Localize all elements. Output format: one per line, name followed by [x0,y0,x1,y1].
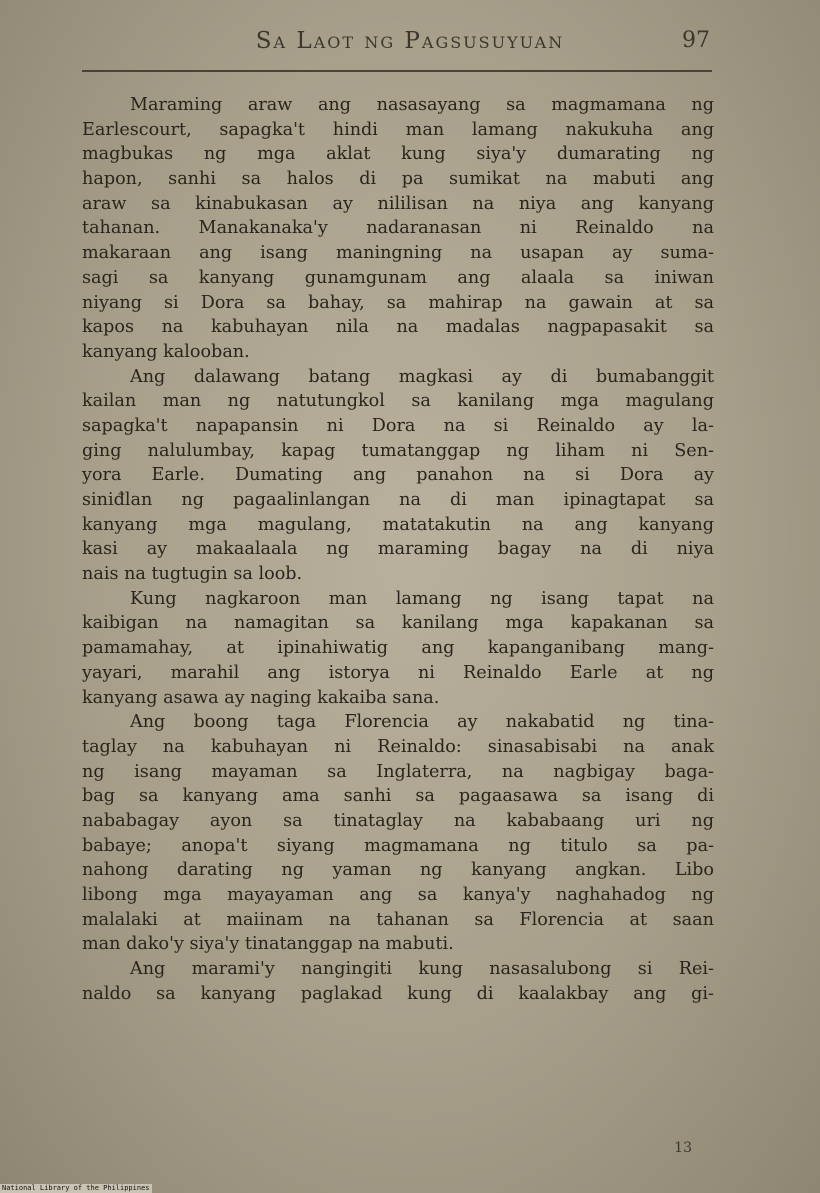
text-line: niyang si Dora sa bahay, sa mahirap na gawain at sa [82,292,714,313]
text-line: babaye; anopa't siyang magmamana ng titulo sa pa- [82,835,714,856]
text-line: kailan man ng natutungkol sa kanilang mga magulang [82,391,714,412]
text-line: libong mga mayayaman ang sa kanya'y naghahadog ng [82,885,714,905]
text-line: Ang dalawang batang magkasi ay di bumabanggit [130,366,714,387]
text-line: man dako'y siya'y tinatanggap na mabuti. [82,934,454,955]
text-line: kasi ay makaalaala ng maraming bagay na di niya [82,539,714,560]
text-line: araw sa kinabukasan ay nililisan na niya ang kanyang [82,193,714,214]
text-line: nababagay ayon sa tinataglay na kababaang uri ng [82,810,714,831]
text-line: Ang marami'y nangingiti kung nasasalubong si Rei- [130,959,714,980]
text-line: siniđlan ng pagaalinlangan na di man ipinagtapat sa [82,490,714,510]
text-line: Kung nagkaroon man lamang ng isang tapat na [130,588,714,609]
text-line: kapos na kabuhayan nila na madalas nagpapasakit sa [82,317,714,338]
text-line: hapon, sanhi sa halos di pa sumikat na mabuti ang [82,169,714,190]
header-rule [82,70,712,72]
text-line: Earlescourt, sapagka't hindi man lamang nakukuha ang [82,119,714,140]
text-line: sagi sa kanyang gunamgunam ang alaala sa iniwan [82,267,714,288]
text-line: kanyang kalooban. [82,341,250,362]
text-line: nahong darating ng yaman ng kanyang angkan. Libo [82,860,714,881]
text-line: nais na tugtugin sa loob. [82,564,303,585]
text-line: pamamahay, at ipinahiwatig ang kapanganibang mang- [82,638,714,659]
text-line: Ang boong taga Florencia ay nakabatid ng tina- [130,712,714,733]
text-line: ging nalulumbay, kapag tumatanggap ng liham ni Sen- [82,440,714,461]
text-line: kanyang asawa ay naging kakaiba sana. [82,687,440,708]
text-line: kanyang mga magulang, matatakutin na ang kanyang [82,514,714,535]
text-line: magbukas ng mga aklat kung siya'y dumarating ng [82,144,714,165]
text-line: sapagka't napapansin ni Dora na si Reinaldo ay la- [82,415,714,436]
text-line: bag sa kanyang ama sanhi sa pagaasawa sa isang di [82,786,714,807]
signature-mark: 13 [674,1140,692,1156]
text-line: tahanan. Manakanaka'y nadaranasan ni Reinaldo na [82,218,714,239]
text-line: yayari, marahil ang istorya ni Reinaldo Earle at ng [82,662,714,683]
text-line: taglay na kabuhayan ni Reinaldo: sinasabisabi na anak [82,736,714,757]
text-line: ng isang mayaman sa Inglaterra, na nagbigay baga- [82,761,714,782]
page-header [0,28,820,60]
text-line: Maraming araw ang nasasayang sa magmamana ng [130,95,714,115]
running-title: Sa Laot ng Pagsusuyuan [255,28,565,54]
text-line: kaibigan na namagitan sa kanilang mga kapakanan sa [82,613,714,634]
text-line: naldo sa kanyang paglakad kung di kaalakbay ang gi- [82,983,714,1004]
body-text [82,93,714,1138]
page-number: 97 [682,28,710,53]
text-line: malalaki at maiinam na tahanan sa Florencia at saan [82,909,714,930]
library-stamp: National Library of the Philippines [2,1184,150,1192]
text-line: yora Earle. Dumating ang panahon na si Dora ay [82,465,714,486]
text-line: makaraan ang isang maningning na usapan ay suma- [82,243,714,264]
